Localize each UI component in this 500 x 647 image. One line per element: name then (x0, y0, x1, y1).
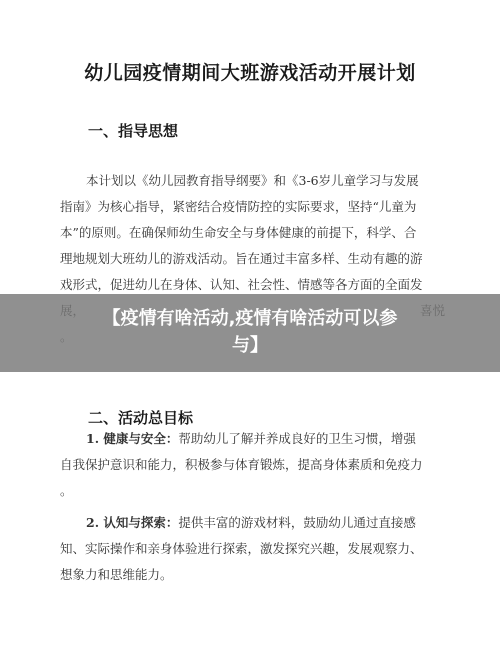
section-heading-goals: 二、活动总目标 (88, 409, 194, 427)
banner-line-1: 【疫情有啥活动,疫情有啥活动可以参 (102, 308, 398, 329)
goal-item-label: 1. 健康与安全： (86, 431, 179, 446)
paragraph-line: 戏形式，促进幼儿在身体、认知、社会性、情感等各方面的全面发 (60, 277, 423, 292)
section-heading-guiding-thought: 一、指导思想 (88, 122, 179, 140)
goal-item-text: 提供丰富的游戏材料，鼓励幼儿通过直接感 (178, 515, 416, 530)
paragraph-line: 指南》为核心指导，紧密结合疫情防控的实际要求，坚持“儿童为 (60, 199, 417, 214)
paragraph-line: 自我保护意识和能力，积极参与体育锻炼，提高身体素质和免疫力 (60, 457, 423, 472)
paragraph-line: 理地规划大班幼儿的游戏活动。旨在通过丰富多样、生动有趣的游 (60, 251, 423, 266)
overlay-title-banner (0, 294, 500, 372)
paragraph-line: 知、实际操作和亲身体验进行探索，激发探究兴趣，发展观察力、 (60, 541, 423, 556)
banner-line-2: 与】 (232, 335, 268, 356)
goal-item-health (60, 426, 445, 504)
paragraph-line: 本计划以《幼儿园教育指导纲要》和《3-6岁儿童学习与发展 (86, 173, 419, 188)
document-title: 幼儿园疫情期间大班游戏活动开展计划 (84, 62, 416, 84)
paragraph-line: 。 (60, 483, 73, 498)
goal-item-first-line (60, 510, 445, 536)
paragraph-line: 想象力和思维能力。 (60, 567, 173, 582)
paragraph-line: 本”的原则。在确保师幼生命安全与身体健康的前提下，科学、合 (60, 225, 417, 240)
goal-item-cognition (60, 510, 445, 588)
goal-item-first-line (60, 426, 445, 452)
goal-item-label: 2. 认知与探索： (86, 515, 179, 530)
goal-item-text: 帮助幼儿了解并养成良好的卫生习惯，增强 (178, 431, 416, 446)
